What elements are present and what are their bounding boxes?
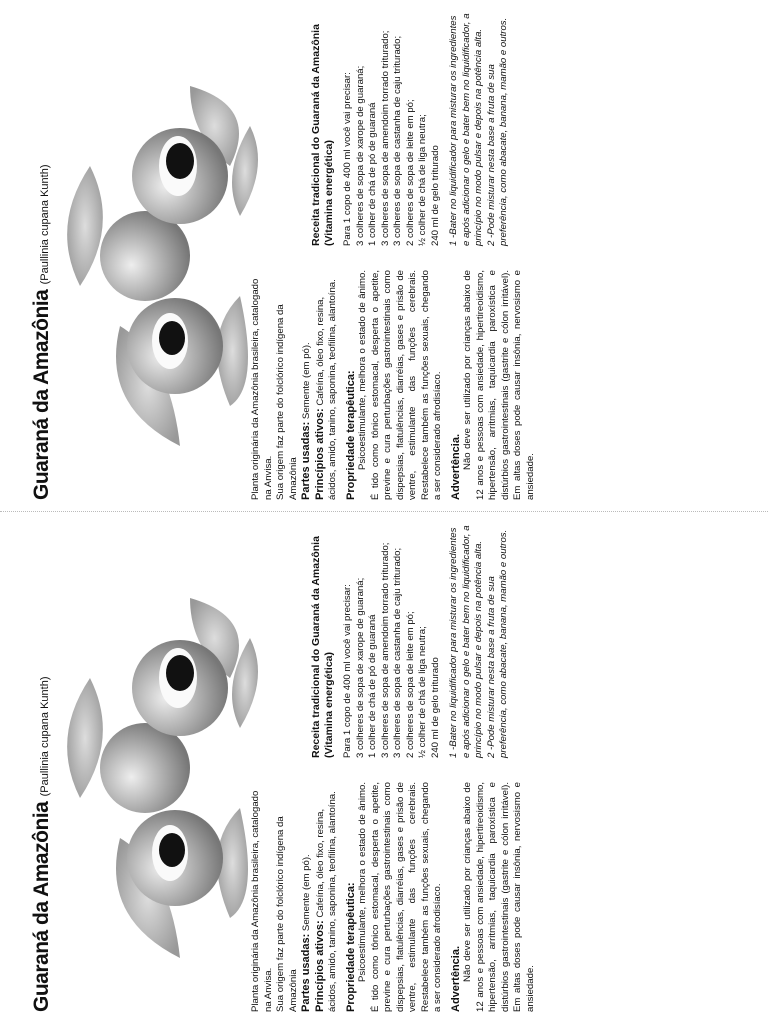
recipe-step: 1 -Bater no liquidificador para misturar os ingredientes e após adicionar o gelo e bater bem no liquidificador, a princípio no modo pulsar e depois na potência alta. (448, 13, 484, 246)
recipe-subheading: (Vitamina energética) (323, 139, 335, 246)
leaflet-bottom (0, 512, 768, 1024)
title-text: Guaraná da Amazônia (30, 801, 53, 1012)
ingredient-line: 240 ml de gelo triturado (429, 657, 441, 758)
info-column (250, 270, 537, 500)
recipe-step: 1 -Bater no liquidificador para misturar os ingredientes e após adicionar o gelo e bater bem no liquidificador, a princípio no modo pulsar e depois na potência alta. (448, 525, 484, 758)
active-principles (314, 270, 340, 500)
parts-used (300, 270, 314, 500)
intro-line-1: Planta originária da Amazônia brasileira, catalogado na Anvisa. (250, 278, 274, 500)
recipe-heading: Receita tradicional do Guaraná da Amazônia (310, 536, 322, 758)
parts-used (300, 782, 314, 1012)
guarana-fruit-illustration (60, 76, 260, 466)
parts-label: Partes usadas: (300, 421, 312, 500)
ingredient-line: 3 colheres de sopa de amendoim torrado triturado; (379, 542, 391, 758)
intro-line-1: Planta originária da Amazônia brasileira, catalogado na Anvisa. (250, 790, 274, 1012)
title-text: Guaraná da Amazônia (30, 289, 53, 500)
ingredient-line: 3 colheres de sopa de castanha de caju triturado; (392, 547, 403, 758)
info-column (250, 782, 537, 1012)
ingredient-line: ½ colher de chá de liga neutra; (417, 114, 428, 246)
recipe-subheading: (Vitamina energética) (323, 651, 335, 758)
guarana-fruit-illustration (60, 588, 260, 978)
therapeutic-heading: Propriedade terapêutica: (344, 370, 357, 500)
actives-value: Cafeína, óleo fixo, resina, ácidos, amido, tanino, saponina, teofilina, alantoína. (314, 279, 338, 500)
parts-value: Semente (em pó). (301, 342, 312, 420)
ingredient-line: 3 colheres de sopa de castanha de caju triturado; (392, 35, 403, 246)
scientific-name: (Paullinia cupana Kunth) (39, 164, 51, 285)
intro-line-2: Sua origem faz parte do folclórico indígena da Amazônia (275, 816, 299, 1012)
recipe-step: 2 -Pode misturar nesta base a fruta de sua preferência, como abacate, banana, mamão e outros. (485, 529, 509, 758)
page-title (30, 165, 54, 501)
ingredient-line: 3 colheres de sopa de xarope de guaraná; (354, 65, 366, 246)
ingredient-line: Para 1 copo de 400 ml você vai precisar: (342, 72, 353, 246)
ingredient-line: ½ colher de chá de liga neutra; (417, 626, 428, 758)
ingredient-line: 3 colheres de sopa de amendoim torrado triturado; (379, 30, 391, 246)
warning-heading: Advertência. (449, 945, 462, 1012)
ingredient-line: 2 colheres de sopa de leite em pó; (404, 611, 416, 758)
recipe-column (250, 12, 511, 246)
leaflet-panel (0, 6, 768, 506)
ingredient-line: Para 1 copo de 400 ml você vai precisar: (342, 584, 353, 758)
page-title (30, 677, 54, 1013)
ingredient-line: 1 colher de chá de pó de guaraná (367, 102, 378, 246)
recipe-step: 2 -Pode misturar nesta base a fruta de sua preferência, como abacate, banana, mamão e outros. (485, 17, 509, 246)
ingredient-line: 1 colher de chá de pó de guaraná (367, 614, 378, 758)
warning-text: Não deve ser utilizado por crianças abaixo de 12 anos e pessoas com ansiedade, hipertireoidismo, hipertensão, arritmias, taquicardia paroxística e distúrbios gastrointestinais (gastrite e cólon irritável). Em altas doses pode causar insônia, nervosismo e ansiedade. (462, 270, 536, 500)
intro-line-2: Sua origem faz parte do folclórico indígena da Amazônia (275, 304, 299, 500)
leaflet-panel (0, 518, 768, 1018)
therapeutic-heading: Propriedade terapêutica: (344, 882, 357, 1012)
ingredient-line: 3 colheres de sopa de xarope de guaraná; (354, 577, 366, 758)
parts-label: Partes usadas: (300, 933, 312, 1012)
active-principles (314, 782, 340, 1012)
therapeutic-text: Psicoestimulante, melhora o estado de ânimo. É tido como tônico estomacal, desperta o apetite, previne e cura perturbações gastrointestinais como dispepsias, flatulências, diarréias, gases e prisão de ventre, estimulante das funções cerebrais. Restabelece também as funções sexuais, chegando a ser considerado afrodisíaco. (357, 270, 443, 500)
therapeutic-text: Psicoestimulante, melhora o estado de ânimo. É tido como tônico estomacal, desperta o apetite, previne e cura perturbações gastrointestinais como dispepsias, flatulências, diarréias, gases e prisão de ventre, estimulante das funções cerebrais. Restabelece também as funções sexuais, chegando a ser considerado afrodisíaco. (357, 782, 443, 1012)
ingredient-line: 2 colheres de sopa de leite em pó; (404, 99, 416, 246)
recipe-heading: Receita tradicional do Guaraná da Amazônia (310, 24, 322, 246)
actives-label: Princípios ativos: (313, 920, 326, 1012)
recipe-column (250, 524, 511, 758)
ingredient-line: 240 ml de gelo triturado (429, 145, 441, 246)
actives-label: Princípios ativos: (313, 408, 326, 500)
actives-value: Cafeína, óleo fixo, resina, ácidos, amido, tanino, saponina, teofilina, alantoína. (314, 791, 338, 1012)
parts-value: Semente (em pó). (301, 854, 312, 932)
scientific-name: (Paullinia cupana Kunth) (39, 676, 51, 797)
warning-text: Não deve ser utilizado por crianças abaixo de 12 anos e pessoas com ansiedade, hipertireoidismo, hipertensão, arritmias, taquicardia paroxística e distúrbios gastrointestinais (gastrite e cólon irritável). Em altas doses pode causar insônia, nervosismo e ansiedade. (462, 782, 536, 1012)
warning-heading: Advertência. (449, 433, 462, 500)
